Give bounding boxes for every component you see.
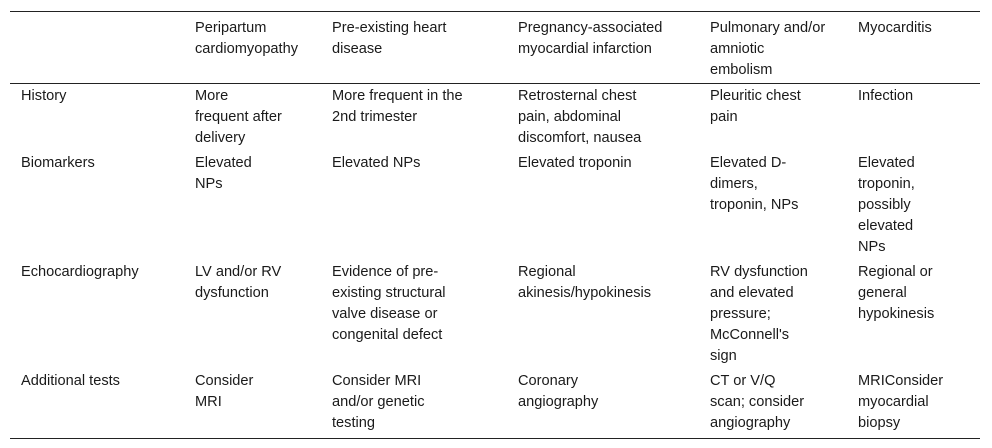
table-cell — [699, 151, 847, 260]
table-cell — [184, 151, 321, 260]
cell-line: MRI — [195, 394, 222, 410]
header-cell-empty — [10, 12, 184, 84]
cell-line: RV dysfunction — [710, 264, 808, 280]
table-cell — [321, 260, 507, 369]
cell-line: hypokinesis — [858, 306, 935, 322]
row-label: Echocardiography — [21, 264, 139, 280]
cell-line: Evidence of pre- — [332, 264, 439, 280]
table-cell — [184, 84, 321, 152]
table-cell — [847, 260, 980, 369]
cell-line: Consider MRI — [332, 373, 422, 389]
table-body — [10, 84, 980, 439]
table-cell — [321, 84, 507, 152]
cell-line: scan; consider — [710, 394, 805, 410]
differential-diagnosis-table — [10, 11, 980, 439]
cell-line: Elevated troponin — [518, 155, 632, 171]
cell-line: dysfunction — [195, 285, 269, 301]
cell-line: congenital defect — [332, 327, 443, 343]
header-myocarditis — [847, 12, 980, 84]
header-line: disease — [332, 41, 383, 57]
cell-line: sign — [710, 348, 737, 364]
table-header — [10, 12, 980, 84]
row-label: History — [21, 88, 67, 104]
header-row — [10, 12, 980, 84]
header-line: cardiomyopathy — [195, 41, 299, 57]
cell-line: and/or genetic — [332, 394, 425, 410]
table-cell — [699, 369, 847, 439]
header-line: Pulmonary and/or — [710, 20, 826, 36]
table-cell — [507, 84, 699, 152]
table-cell — [507, 369, 699, 439]
header-line: embolism — [710, 62, 773, 78]
cell-line: Pleuritic chest — [710, 88, 801, 104]
cell-line: Elevated — [858, 155, 915, 171]
table-cell — [699, 84, 847, 152]
cell-line: Elevated — [195, 155, 252, 171]
cell-line: and elevated — [710, 285, 794, 301]
cell-line: Retrosternal chest — [518, 88, 637, 104]
cell-line: testing — [332, 415, 375, 431]
table-cell — [507, 151, 699, 260]
table-row-echocardiography — [10, 260, 980, 369]
cell-line: angiography — [518, 394, 599, 410]
table-cell — [507, 260, 699, 369]
cell-line: Elevated NPs — [332, 155, 421, 171]
cell-line: possibly — [858, 197, 911, 213]
cell-line: 2nd trimester — [332, 109, 418, 125]
cell-line: discomfort, nausea — [518, 130, 642, 146]
cell-line: More frequent in the — [332, 88, 463, 104]
header-line: Peripartum — [195, 20, 267, 36]
table-cell — [699, 260, 847, 369]
cell-line: pressure; — [710, 306, 771, 322]
cell-line: NPs — [858, 239, 886, 255]
cell-line: Consider — [195, 373, 254, 389]
cell-line: McConnell's — [710, 327, 790, 343]
table-cell — [321, 369, 507, 439]
table-cell — [847, 151, 980, 260]
cell-line: myocardial — [858, 394, 929, 410]
cell-line: LV and/or RV — [195, 264, 282, 280]
table-row-additional-tests — [10, 369, 980, 439]
cell-line: troponin, — [858, 176, 915, 192]
cell-line: Infection — [858, 88, 914, 104]
header-line: Myocarditis — [858, 20, 932, 36]
table-cell — [847, 84, 980, 152]
header-line: myocardial infarction — [518, 41, 652, 57]
cell-line: Elevated D- — [710, 155, 787, 171]
header-line: Pre-existing heart — [332, 20, 447, 36]
header-pulmonary-amniotic-embolism — [699, 12, 847, 84]
cell-line: MRIConsider — [858, 373, 944, 389]
cell-line: angiography — [710, 415, 791, 431]
cell-line: akinesis/hypokinesis — [518, 285, 652, 301]
cell-line: Regional — [518, 264, 576, 280]
cell-line: pain, abdominal — [518, 109, 622, 125]
row-label: Additional tests — [21, 373, 120, 389]
table-cell — [847, 369, 980, 439]
table-row-biomarkers — [10, 151, 980, 260]
cell-line: elevated — [858, 218, 914, 234]
cell-line: biopsy — [858, 415, 901, 431]
cell-line: Regional or — [858, 264, 933, 280]
header-line: amniotic — [710, 41, 765, 57]
table-cell — [184, 260, 321, 369]
row-label: Biomarkers — [21, 155, 95, 171]
cell-line: existing structural — [332, 285, 446, 301]
header-pre-existing-heart-disease — [321, 12, 507, 84]
cell-line: More — [195, 88, 229, 104]
header-pregnancy-associated-mi — [507, 12, 699, 84]
table-cell — [321, 151, 507, 260]
cell-line: NPs — [195, 176, 223, 192]
table-row-history — [10, 84, 980, 152]
header-line: Pregnancy-associated — [518, 20, 663, 36]
cell-line: troponin, NPs — [710, 197, 799, 213]
cell-line: pain — [710, 109, 738, 125]
cell-line: general — [858, 285, 907, 301]
cell-line: Coronary — [518, 373, 579, 389]
cell-line: frequent after — [195, 109, 282, 125]
header-peripartum-cardiomyopathy — [184, 12, 321, 84]
cell-line: dimers, — [710, 176, 758, 192]
cell-line: CT or V/Q — [710, 373, 776, 389]
cell-line: valve disease or — [332, 306, 438, 322]
cell-line: delivery — [195, 130, 246, 146]
table-cell — [184, 369, 321, 439]
